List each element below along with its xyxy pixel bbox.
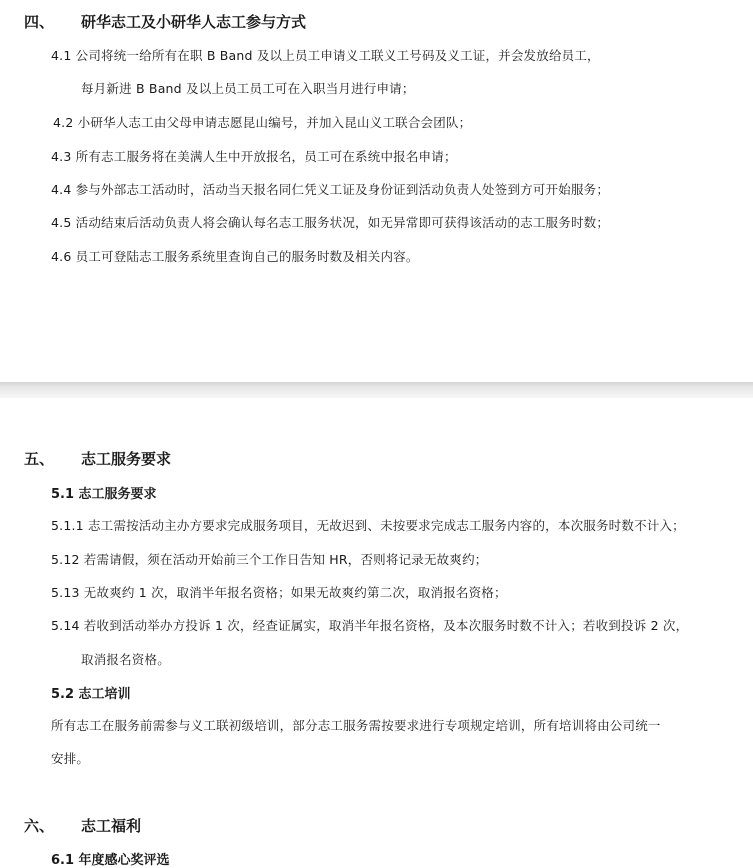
item-4-1-cont: 每月新进 B Band 及以上员工员工可在入职当月进行申请； <box>81 81 415 96</box>
subheading-5-1: 5.1 志工服务要求 <box>51 487 157 502</box>
page-break <box>0 382 753 398</box>
section-5-title: 志工服务要求 <box>81 450 172 468</box>
item-5-12: 5.12 若需请假，须在活动开始前三个工作日告知 HR，否则将记录无故爽约； <box>51 552 488 567</box>
item-5-13: 5.13 无故爽约 1 次，取消半年报名资格；如果无故爽约第二次，取消报名资格； <box>51 585 507 600</box>
subheading-5-2: 5.2 志工培训 <box>51 687 131 702</box>
item-5-14: 5.14 若收到活动举办方投诉 1 次，经查证属实，取消半年报名资格，及本次服务时数不计入；若收到投诉 2 次， <box>51 618 689 633</box>
section-4-number: 四、 <box>24 13 55 31</box>
item-4-2: 4.2 小研华人志工由父母申请志愿昆山编号，并加入昆山义工联合会团队； <box>53 115 472 130</box>
section-5-number: 五、 <box>24 450 55 468</box>
item-4-4: 4.4 参与外部志工活动时，活动当天报名同仁凭义工证及身份证到活动负责人处签到方可开始服务； <box>51 182 610 197</box>
item-4-3: 4.3 所有志工服务将在美满人生中开放报名，员工可在系统中报名申请； <box>51 149 457 164</box>
section-6-number: 六、 <box>24 817 55 835</box>
section-4-title: 研华志工及小研华人志工参与方式 <box>81 13 307 31</box>
paragraph-5-2-line-1: 所有志工在服务前需参与义工联初级培训，部分志工服务需按要求进行专项规定培训，所有培训将由公司统一 <box>51 718 661 733</box>
subheading-6-1: 6.1 年度感心奖评选 <box>51 853 170 868</box>
section-6-title: 志工福利 <box>81 817 142 835</box>
item-4-5: 4.5 活动结束后活动负责人将会确认每名志工服务状况，如无异常即可获得该活动的志工服务时数； <box>51 215 610 230</box>
item-5-1-1: 5.1.1 志工需按活动主办方要求完成服务项目，无故迟到、未按要求完成志工服务内容的，本次服务时数不计入； <box>51 518 685 533</box>
paragraph-5-2-line-2: 安排。 <box>51 751 90 766</box>
item-4-6: 4.6 员工可登陆志工服务系统里查询自己的服务时数及相关内容。 <box>51 249 419 264</box>
item-4-1: 4.1 公司将统一给所有在职 B Band 及以上员工申请义工联义工号码及义工证，并会发放给员工， <box>51 48 600 63</box>
item-5-14-cont: 取消报名资格。 <box>81 652 170 667</box>
